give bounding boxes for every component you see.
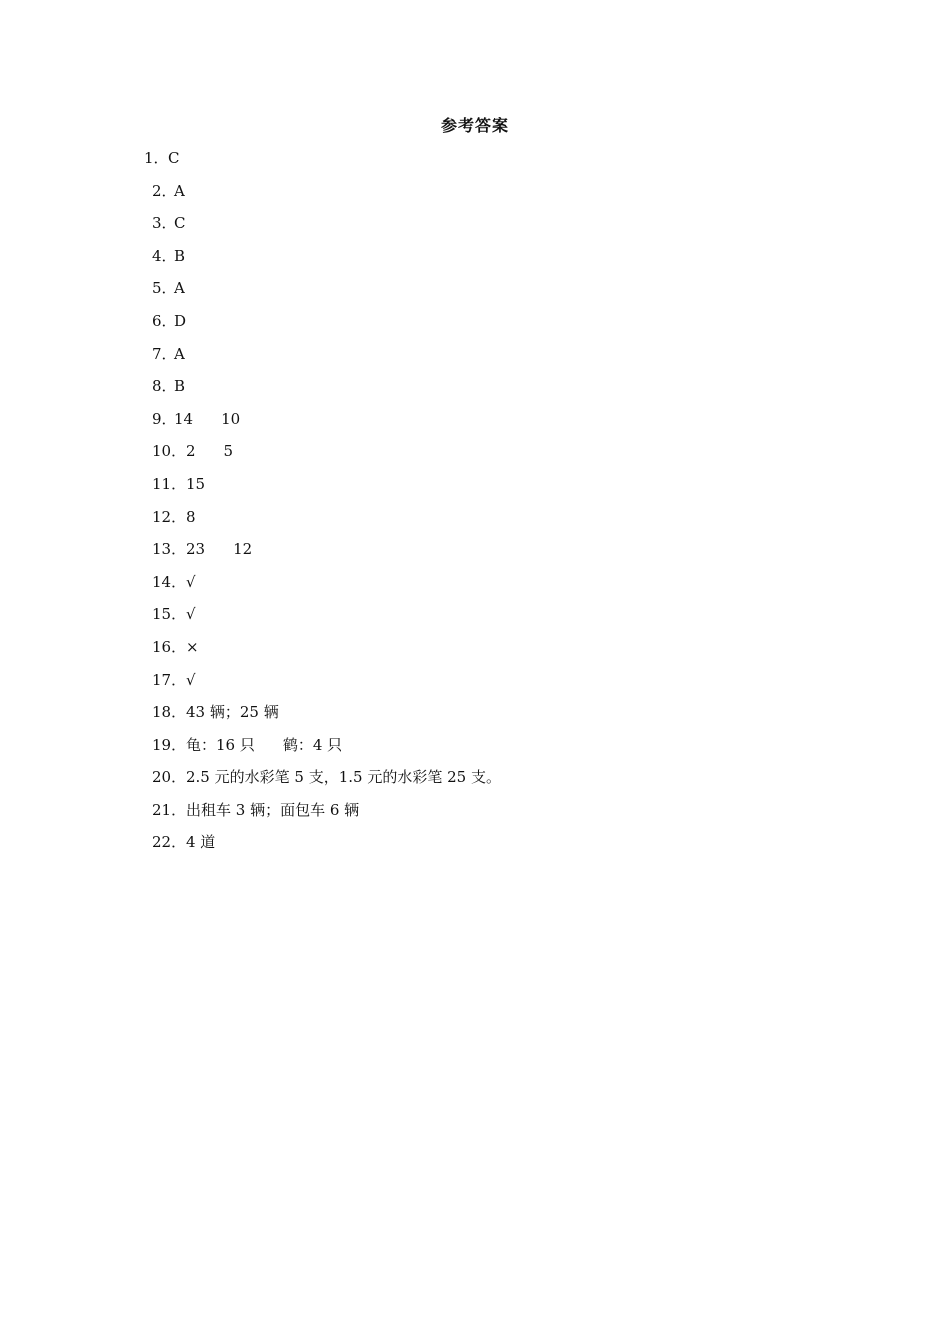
answer-item	[0, 472, 950, 505]
answer-value	[174, 211, 185, 235]
answer-item	[0, 505, 950, 538]
answer-part: C	[168, 149, 180, 167]
answer-part: 14	[174, 409, 194, 428]
answer-item	[0, 342, 950, 375]
answer-part: 23	[186, 540, 206, 559]
answer-value	[174, 309, 186, 333]
answer-number: 6．	[152, 311, 177, 330]
answer-number: 12．	[152, 507, 187, 526]
answer-number: 19．	[152, 735, 187, 754]
answer-value	[186, 700, 279, 724]
answer-number: 14．	[152, 572, 187, 591]
answer-part: 8	[186, 507, 196, 526]
answer-number: 10．	[152, 442, 187, 461]
answer-value	[174, 244, 185, 268]
answer-part: 出租车 3 辆；面包车 6 辆	[186, 800, 360, 819]
answer-value	[168, 146, 179, 170]
answer-value	[186, 537, 252, 561]
answer-value	[174, 374, 185, 398]
answer-item	[0, 830, 950, 863]
answer-part: B	[174, 377, 186, 396]
answer-part: 2	[186, 442, 196, 461]
answer-part: ×	[186, 637, 199, 656]
answer-part: C	[174, 214, 186, 233]
answer-number: 3．	[152, 214, 177, 233]
answer-item	[0, 179, 950, 212]
answer-part: B	[174, 246, 186, 265]
answer-part: A	[174, 344, 185, 363]
answer-value	[186, 635, 199, 659]
answer-value	[186, 570, 196, 594]
answer-number: 8．	[152, 377, 177, 396]
answer-number: 21．	[152, 800, 187, 819]
answer-part: √	[186, 670, 196, 689]
answer-part: 龟：16 只	[186, 735, 255, 754]
answer-value	[186, 798, 359, 822]
answer-part: 2.5 元的水彩笔 5 支，1.5 元的水彩笔 25 支。	[186, 768, 501, 787]
answer-number: 5．	[152, 279, 177, 298]
answer-number: 22．	[152, 833, 187, 852]
answer-part: 12	[233, 540, 253, 559]
answer-value	[186, 765, 501, 789]
answer-part: 10	[221, 409, 241, 428]
answer-number: 11．	[152, 474, 187, 493]
answer-value	[186, 602, 196, 626]
answer-number: 4．	[152, 246, 177, 265]
answer-number: 20．	[152, 768, 187, 787]
answer-part: A	[174, 279, 185, 298]
answer-value	[174, 179, 185, 203]
answer-number: 18．	[152, 703, 187, 722]
answer-part: 鹤：4 只	[282, 735, 343, 754]
answer-item	[0, 211, 950, 244]
answer-item	[0, 635, 950, 668]
answer-item	[0, 439, 950, 472]
answer-value	[186, 505, 196, 529]
answer-item	[0, 668, 950, 701]
answer-part: √	[186, 605, 196, 624]
answer-item	[0, 700, 950, 733]
answer-number: 7．	[152, 344, 177, 363]
answer-item	[0, 146, 950, 179]
answer-number: 17．	[152, 670, 187, 689]
answer-item	[0, 602, 950, 635]
answer-item	[0, 733, 950, 766]
answer-item	[0, 374, 950, 407]
answer-value	[174, 407, 240, 431]
answer-item	[0, 765, 950, 798]
answer-value	[186, 733, 342, 757]
answer-number: 13．	[152, 540, 187, 559]
answer-value	[186, 472, 205, 496]
answer-part: 43 辆；25 辆	[186, 703, 279, 722]
answer-part: 4 道	[186, 833, 216, 852]
answer-number: 16．	[152, 637, 187, 656]
answer-number: 15．	[152, 605, 187, 624]
answer-value	[174, 342, 185, 366]
answer-number: 9．	[152, 409, 177, 428]
answer-item	[0, 276, 950, 309]
answer-value	[186, 668, 196, 692]
answer-value	[186, 439, 233, 463]
answer-part: A	[174, 181, 185, 200]
answer-item	[0, 407, 950, 440]
page-title: 参考答案	[440, 116, 509, 135]
answer-value	[186, 830, 215, 854]
answer-number: 2．	[152, 181, 177, 200]
answer-item	[0, 537, 950, 570]
answer-list	[0, 146, 950, 863]
answer-item	[0, 570, 950, 603]
answer-item	[0, 309, 950, 342]
answer-item	[0, 244, 950, 277]
answer-part: 15	[186, 474, 206, 493]
answer-part: D	[174, 311, 187, 330]
answer-number: 1．	[144, 149, 169, 167]
answer-item	[0, 798, 950, 831]
answer-part: 5	[223, 442, 234, 461]
answer-part: √	[186, 572, 196, 591]
answer-value	[174, 276, 185, 300]
